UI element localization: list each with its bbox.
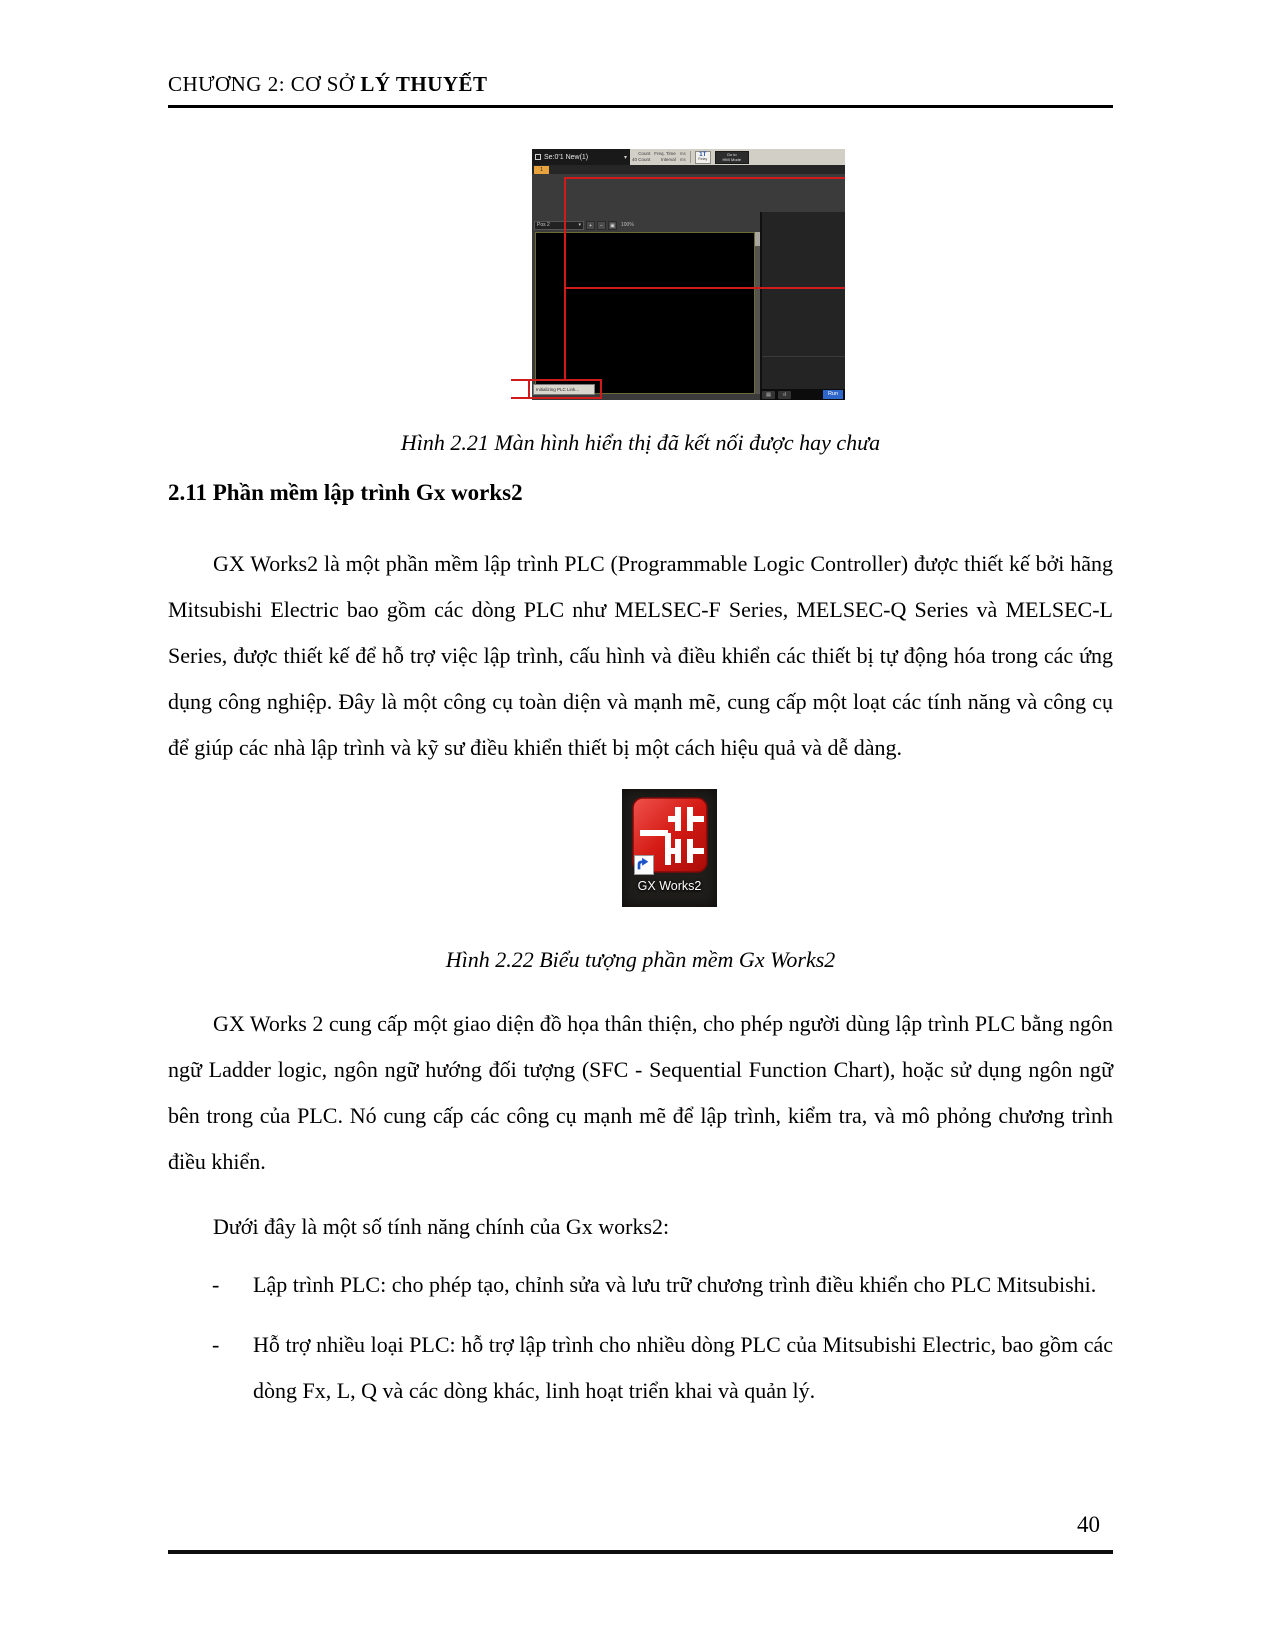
relay-button <box>695 151 711 164</box>
side-panel <box>760 212 845 389</box>
shortcut-arrow-icon <box>634 855 654 875</box>
gx-works2-icon-label: GX Works2 <box>637 879 702 893</box>
list-item <box>212 1262 1113 1308</box>
red-annotation-tick-bottom <box>511 397 528 399</box>
plc-link-tooltip: Initializing PLC Link... <box>533 384 595 395</box>
section-heading: 2.11 Phần mềm lập trình Gx works2 <box>168 480 523 505</box>
bullet-text: Lập trình PLC: cho phép tạo, chỉnh sửa và lưu trữ chương trình điều khiển cho PLC Mitsubishi. <box>253 1272 1097 1297</box>
hmi-mode-button <box>715 151 749 164</box>
list-item <box>212 1322 1113 1414</box>
figure-2-22-icon-image <box>622 789 717 907</box>
count-label: Count <box>638 151 651 156</box>
paragraph-2: GX Works 2 cung cấp một giao diện đồ họa thân thiện, cho phép người dùng lập trình PLC bằng ngôn ngữ Ladder logic, ngôn ngữ hướng đối tượng (SFC - Sequential Function Chart), hoặc sử dụng ngôn ngữ bên trong của PLC. Nó cung cấp các công cụ mạnh mẽ để lập trình, kiểm tra, và mô phỏng chương trình điều khiển. <box>168 1011 1113 1174</box>
red-annotation-tick-top <box>511 379 528 381</box>
window-toolbar <box>630 149 845 165</box>
keyboard-icon: ▤ <box>762 391 775 399</box>
view-toolbar <box>534 219 634 231</box>
bullet-text: Hỗ trợ nhiều loại PLC: hỗ trợ lập trình cho nhiều dòng PLC của Mitsubishi Electric, bao gồm các dòng Fx, L, Q và các dòng khác, linh hoạt triển khai và quản lý. <box>253 1332 1113 1403</box>
bullet-marker: - <box>212 1272 220 1297</box>
signal-bars-icon: ıl <box>778 391 791 399</box>
count-value: 40 Count <box>632 157 651 162</box>
chevron-down-icon: ▾ <box>623 154 627 161</box>
zoom-out-icon: − <box>597 221 606 230</box>
freq-stat <box>654 151 676 163</box>
count-stat <box>632 151 650 163</box>
plc-monitor-window <box>532 149 845 400</box>
red-annotation-vline <box>564 177 566 381</box>
window-titlebar <box>532 149 845 165</box>
zoom-fit-icon: ▣ <box>608 221 617 230</box>
graph-canvas <box>535 232 755 394</box>
figure-2-21-screenshot <box>505 142 845 400</box>
zoom-in-icon: + <box>586 221 595 230</box>
header-rule <box>168 105 1113 108</box>
chevron-down-icon: ▾ <box>578 222 581 228</box>
hmi-mode-line1: Go to <box>726 152 737 157</box>
view-selector-value: Pos 2 <box>537 222 550 228</box>
page-number: 40 <box>1077 1512 1100 1537</box>
feature-list <box>212 1262 1113 1414</box>
relay-icon: 1T <box>699 152 707 158</box>
zoom-level: 100% <box>621 222 634 228</box>
screen-tab: 1 <box>534 166 549 174</box>
window-icon <box>535 154 541 160</box>
chapter-header <box>168 72 1113 96</box>
unit-ms-top: ms <box>679 151 686 156</box>
run-status-badge: Run <box>823 390 843 399</box>
paragraph-3: Dưới đây là một số tính năng chính của Gx works2: <box>213 1214 670 1239</box>
page-content <box>168 0 1113 1414</box>
chapter-header-text: CHƯƠNG 2: CƠ SỞ <box>168 72 361 96</box>
status-bar <box>760 389 845 400</box>
tab-strip <box>532 165 845 174</box>
red-annotation-hline-mid <box>564 287 845 289</box>
panel-divider <box>762 356 845 357</box>
figure-2-22-caption: Hình 2.22 Biểu tượng phần mềm Gx Works2 <box>445 947 836 972</box>
unit-column <box>680 151 686 163</box>
chapter-header-bold: LÝ THUYẾT <box>360 72 488 96</box>
relay-button-label: Relay <box>698 157 708 161</box>
unit-ms-bottom: ms <box>679 157 686 162</box>
interval-label: Interval <box>661 157 676 162</box>
view-selector-dropdown <box>534 221 584 230</box>
figure-2-21-caption: Hình 2.21 Màn hình hiển thị đã kết nối được hay chưa <box>400 430 881 455</box>
window-title-area <box>532 149 630 165</box>
hmi-mode-line2: HMI Mode <box>722 157 741 162</box>
bullet-marker: - <box>212 1332 220 1357</box>
window-title: Se:0'1 New(1) <box>544 153 589 161</box>
footer-rule <box>168 1550 1113 1554</box>
freq-time-label: Freq. Time <box>654 151 676 156</box>
paragraph-1: GX Works2 là một phần mềm lập trình PLC (Programmable Logic Controller) được thiết kế bởi hãng Mitsubishi Electric bao gồm các dòng PLC như MELSEC-F Series, MELSEC-Q Series và MELSEC-L Series, được thiết kế để hỗ trợ việc lập trình, cấu hình và điều khiển các thiết bị tự động hóa trong các ứng dụng công nghiệp. Đây là một công cụ toàn diện và mạnh mẽ, cung cấp một loạt các tính năng và công cụ để giúp các nhà lập trình và kỹ sư điều khiển thiết bị một cách hiệu quả và dễ dàng. <box>168 551 1113 760</box>
toolbar-separator <box>690 151 691 163</box>
red-annotation-hline-top <box>564 177 845 179</box>
